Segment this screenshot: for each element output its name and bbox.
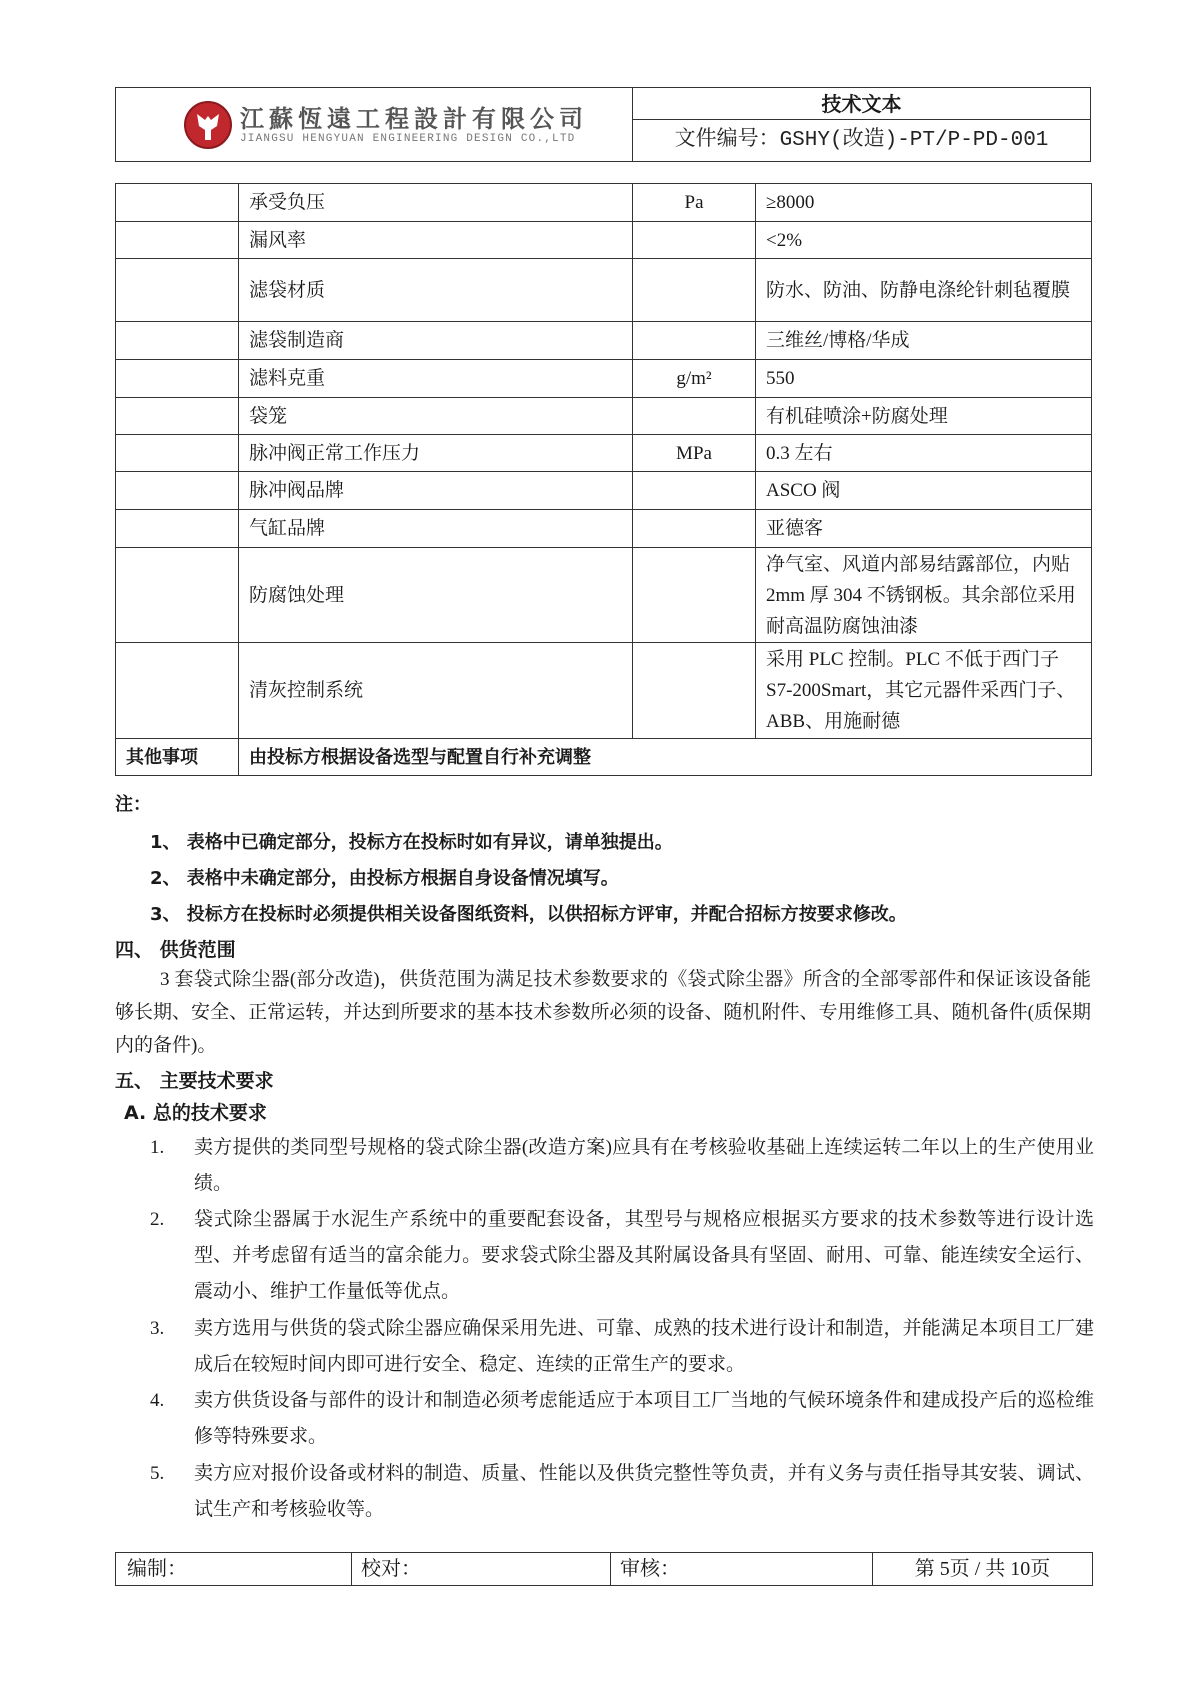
note-item: 1、 表格中已确定部分，投标方在投标时如有异议，请单独提出。: [150, 832, 673, 853]
spec-unit-cell: [633, 259, 756, 322]
footer-divider: [351, 1552, 352, 1586]
requirement-item: 卖方应对报价设备或材料的制造、质量、性能以及供货完整性等负责，并有义务与责任指导其安装、调试、试生产和考核验收等。: [194, 1463, 1094, 1520]
item-number: 5.: [150, 1463, 165, 1484]
supply-scope-paragraph: 3 套袋式除尘器(部分改造)，供货范围为满足技术参数要求的《袋式除尘器》所含的全部零部件和保证该设备能够长期、安全、正常运转，并达到所要求的基本技术参数所必须的设备、随机附件、专用维修工具、随机备件(质保期内的备件)。: [115, 969, 1091, 1056]
spec-category-cell: [116, 222, 239, 259]
spec-item-cell: 滤袋材质: [239, 259, 633, 322]
spec-unit-cell: [633, 222, 756, 259]
spec-category-cell: [116, 472, 239, 510]
spec-row: [116, 643, 1092, 739]
spec-value-cell: 550: [756, 360, 1092, 398]
spec-category-cell: [116, 548, 239, 643]
doc-code: 文件编号：GSHY(改造)-PT/P-PD-001: [674, 129, 1049, 152]
spec-row: [116, 548, 1092, 643]
spec-value-cell: ≥8000: [756, 184, 1092, 222]
spec-category-cell: [116, 435, 239, 472]
spec-unit-cell: MPa: [633, 435, 756, 472]
spec-unit-cell: [633, 548, 756, 643]
spec-category-cell: [116, 360, 239, 398]
spec-row: [116, 222, 1092, 259]
item-number: 1.: [150, 1137, 165, 1158]
spec-item-cell: 气缸品牌: [239, 510, 633, 548]
note-item: 3、 投标方在投标时必须提供相关设备图纸资料，以供招标方评审，并配合招标方按要求修改。: [150, 904, 907, 925]
requirement-item: 袋式除尘器属于水泥生产系统中的重要配套设备，其型号与规格应根据买方要求的技术参数等进行设计选型、并考虑留有适当的富余能力。要求袋式除尘器及其附属设备具有坚固、耐用、可靠、能连续安全运行、震动小、维护工作量低等优点。: [194, 1209, 1094, 1302]
spec-row: [116, 472, 1092, 510]
spec-category-cell: [116, 184, 239, 222]
item-number: 4.: [150, 1390, 165, 1411]
other-matters-label: 其他事项: [116, 739, 239, 776]
spec-row: [116, 398, 1092, 435]
spec-category-cell: [116, 643, 239, 739]
item-number: 3.: [150, 1318, 165, 1339]
spec-category-cell: [116, 259, 239, 322]
spec-unit-cell: [633, 643, 756, 739]
section-heading-supply-scope: 四、 供货范围: [115, 939, 236, 961]
spec-category-cell: [116, 510, 239, 548]
spec-category-cell: [116, 322, 239, 360]
requirement-item: 卖方供货设备与部件的设计和制造必须考虑能适应于本项目工厂当地的气候环境条件和建成投产后的巡检维修等特殊要求。: [194, 1390, 1094, 1447]
doc-type-title: 技术文本: [821, 92, 902, 116]
spec-item-cell: 袋笼: [239, 398, 633, 435]
company-logo-icon: [183, 100, 233, 150]
notes-heading: 注：: [115, 794, 151, 815]
spec-value-cell: 有机硅喷涂+防腐处理: [756, 398, 1092, 435]
spec-unit-cell: Pa: [633, 184, 756, 222]
footer-divider: [610, 1552, 611, 1586]
section-heading-tech-requirements: 五、 主要技术要求: [115, 1070, 274, 1092]
spec-item-cell: 清灰控制系统: [239, 643, 633, 739]
other-matters-value: 由投标方根据设备选型与配置自行补充调整: [239, 739, 1092, 776]
spec-row: [116, 435, 1092, 472]
spec-item-cell: 滤袋制造商: [239, 322, 633, 360]
spec-value-cell: 净气室、风道内部易结露部位，内贴 2mm 厚 304 不锈钢板。其余部位采用耐高温防腐蚀油漆: [756, 548, 1092, 643]
footer-compiled-by: 编制：: [127, 1558, 187, 1580]
spec-item-cell: 承受负压: [239, 184, 633, 222]
spec-item-cell: 滤料克重: [239, 360, 633, 398]
spec-unit-cell: [633, 322, 756, 360]
spec-item-cell: 防腐蚀处理: [239, 548, 633, 643]
spec-value-cell: 三维丝/博格/华成: [756, 322, 1092, 360]
footer-checked-by: 校对：: [361, 1558, 421, 1580]
spec-value-cell: 采用 PLC 控制。PLC 不低于西门子 S7-200Smart，其它元器件采西门子、ABB、用施耐德: [756, 643, 1092, 739]
item-number: 2.: [150, 1209, 165, 1230]
company-name-en: JIANGSU HENGYUAN ENGINEERING DESIGN CO.,LTD: [240, 133, 576, 145]
requirement-item: 卖方提供的类同型号规格的袋式除尘器(改造方案)应具有在考核验收基础上连续运转二年以上的生产使用业绩。: [194, 1137, 1094, 1194]
spec-value-cell: <2%: [756, 222, 1092, 259]
spec-unit-cell: [633, 510, 756, 548]
spec-value-cell: ASCO 阀: [756, 472, 1092, 510]
spec-unit-cell: [633, 472, 756, 510]
spec-unit-cell: g/m²: [633, 360, 756, 398]
spec-category-cell: [116, 398, 239, 435]
requirement-item: 卖方选用与供货的袋式除尘器应确保采用先进、可靠、成熟的技术进行设计和制造，并能满足本项目工厂建成后在较短时间内即可进行安全、稳定、连续的正常生产的要求。: [194, 1318, 1094, 1375]
spec-row: [116, 322, 1092, 360]
footer-page-number: 第 5页 / 共 10页: [914, 1558, 1051, 1580]
footer-reviewed-by: 审核：: [620, 1558, 680, 1580]
spec-unit-cell: [633, 398, 756, 435]
note-item: 2、 表格中未确定部分，由投标方根据自身设备情况填写。: [150, 868, 619, 889]
spec-item-cell: 脉冲阀品牌: [239, 472, 633, 510]
subsection-heading-general: A. 总的技术要求: [124, 1102, 267, 1124]
company-name-cn: 江蘇恆遠工程設計有限公司: [240, 104, 588, 133]
spec-value-cell: 亚德客: [756, 510, 1092, 548]
spec-item-cell: 漏风率: [239, 222, 633, 259]
spec-row: [116, 510, 1092, 548]
spec-value-cell: 防水、防油、防静电涤纶针刺毡覆膜: [756, 259, 1092, 322]
spec-row-other: [116, 739, 1092, 776]
spec-item-cell: 脉冲阀正常工作压力: [239, 435, 633, 472]
spec-row: [116, 259, 1092, 322]
spec-table: [115, 183, 1092, 776]
spec-row: [116, 184, 1092, 222]
spec-value-cell: 0.3 左右: [756, 435, 1092, 472]
spec-row: [116, 360, 1092, 398]
